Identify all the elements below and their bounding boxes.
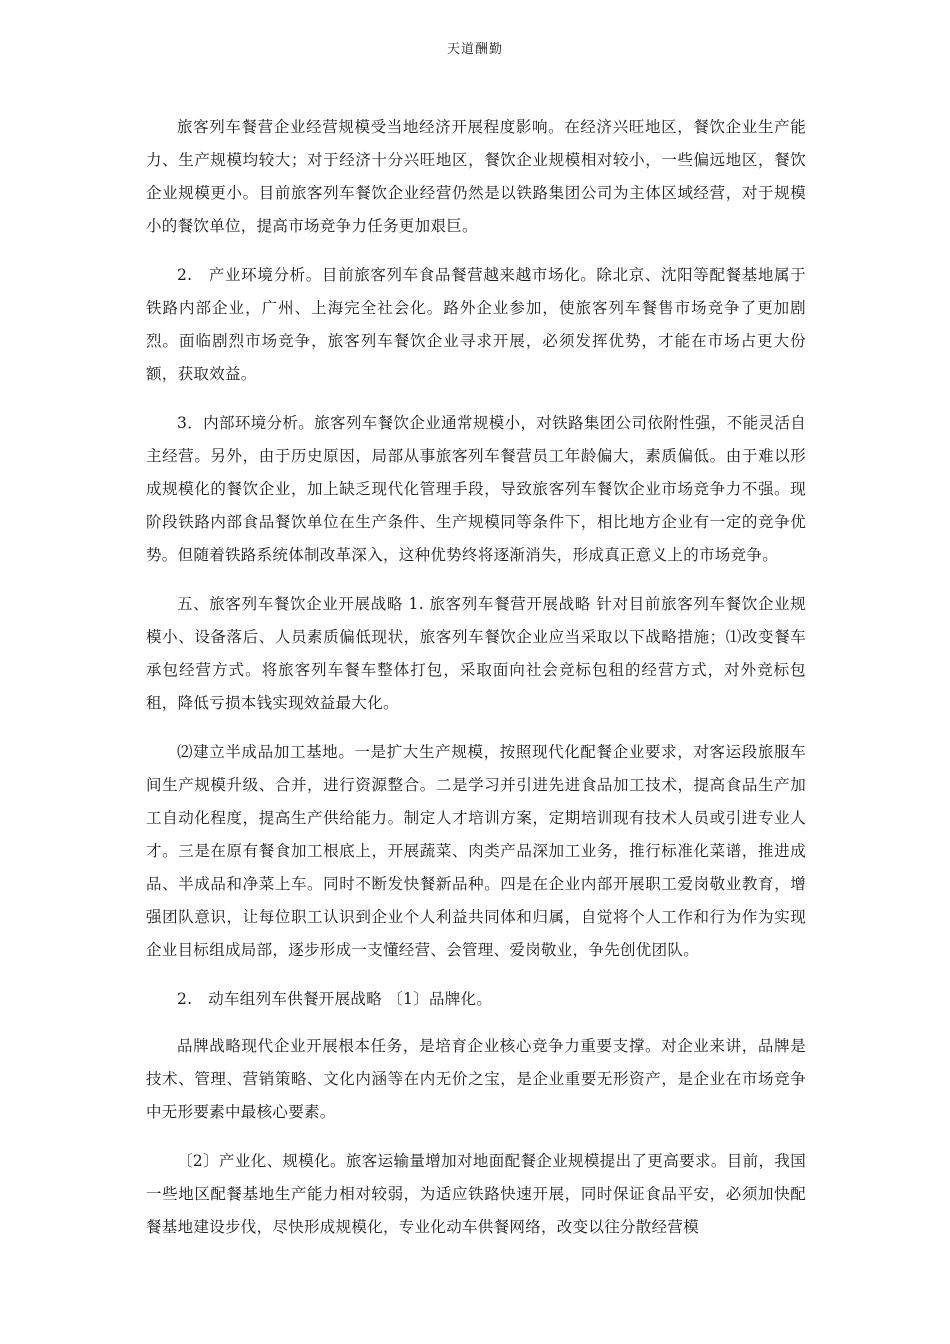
document-body (146, 111, 806, 1260)
paragraph-scale-impact: 旅客列车餐营企业经营规模受当地经济开展程度影响。在经济兴旺地区，餐饮企业生产能力、生产规模均较大；对于经济十分兴旺地区，餐饮企业规模相对较小，一些偏远地区，餐饮企业规模更小。目前旅客列车餐饮企业经营仍然是以铁路集团公司为主体区域经营，对于规模小的餐饮单位，提高市场竞争力任务更加艰巨。 (146, 118, 806, 235)
paragraph-industrialization: 〔2〕产业化、规模化。旅客运输量增加对地面配餐企业规模提出了更高要求。目前，我国一些地区配餐基地生产能力相对较弱，为适应铁路快速开展，同时保证食品平安，必须加快配餐基地建设步伐，尽快形成规模化，专业化动车供餐网络，改变以往分散经营模 (146, 1152, 806, 1236)
paragraph-internal-environment: 3．内部环境分析。旅客列车餐饮企业通常规模小，对铁路集团公司依附性强，不能灵活自主经营。另外，由于历史原因，局部从事旅客列车餐营员工年龄偏大，素质偏低。由于难以形成规模化的餐饮企业，加上缺乏现代化管理手段，导致旅客列车餐饮企业市场竞争力不强。现阶段铁路内部食品餐饮单位在生产条件、生产规模同等条件下，相比地方企业有一定的竞争优势。但随着铁路系统体制改革深入，这种优势终将逐渐消失，形成真正意义上的市场竞争。 (146, 414, 806, 564)
page-header: 天道酬勤 (446, 42, 503, 57)
paragraph-strategy-five: 五、旅客列车餐饮企业开展战略 1. 旅客列车餐营开展战略 针对目前旅客列车餐饮企业规模小、设备落后、人员素质偏低现状，旅客列车餐饮企业应当采取以下战略措施；⑴改变餐车承包经营方式。将旅客列车餐车整体打包，采取面向社会竞标包租的经营方式，对外竞标包租，降低亏损本钱实现效益最大化。 (146, 595, 806, 712)
paragraph-brand-strategy: 品牌战略现代企业开展根本任务，是培育企业核心竞争力重要支撑。对企业来讲，品牌是技术、管理、营销策略、文化内涵等在内无价之宝，是企业重要无形资产，是企业在市场竞争中无形要素中最核心要素。 (146, 1037, 806, 1121)
paragraph-semi-finished-base: ⑵建立半成品加工基地。一是扩大生产规模，按照现代化配餐企业要求，对客运段旅服车间生产规模升级、合并，进行资源整合。二是学习并引进先进食品加工技术，提高食品生产加工自动化程度，提高生产供给能力。制定人才培训方案，定期培训现有技术人员或引进专业人才。三是在原有餐食加工根底上，开展蔬菜、肉类产品深加工业务，推行标准化菜谱，推进成品、半成品和净菜上车。同时不断发快餐新品种。四是在企业内部开展职工爱岗敬业教育，增强团队意识，让每位职工认识到企业个人利益共同体和归属，自觉将个人工作和行为作为实现企业目标组成局部，逐步形成一支懂经营、会管理、爱岗敬业，争先创优团队。 (146, 743, 806, 959)
paragraph-industry-environment: 2. 产业环境分析。目前旅客列车食品餐营越来越市场化。除北京、沈阳等配餐基地属于铁路内部企业，广州、上海完全社会化。路外企业参加，使旅客列车餐售市场竞争了更加剧烈。面临剧烈市场竞争，旅客列车餐饮企业寻求开展，必须发挥优势，才能在市场占更大份额，获取效益。 (146, 266, 806, 383)
paragraph-emu-strategy-heading: 2. 动车组列车供餐开展战略 〔1〕品牌化。 (177, 990, 493, 1008)
